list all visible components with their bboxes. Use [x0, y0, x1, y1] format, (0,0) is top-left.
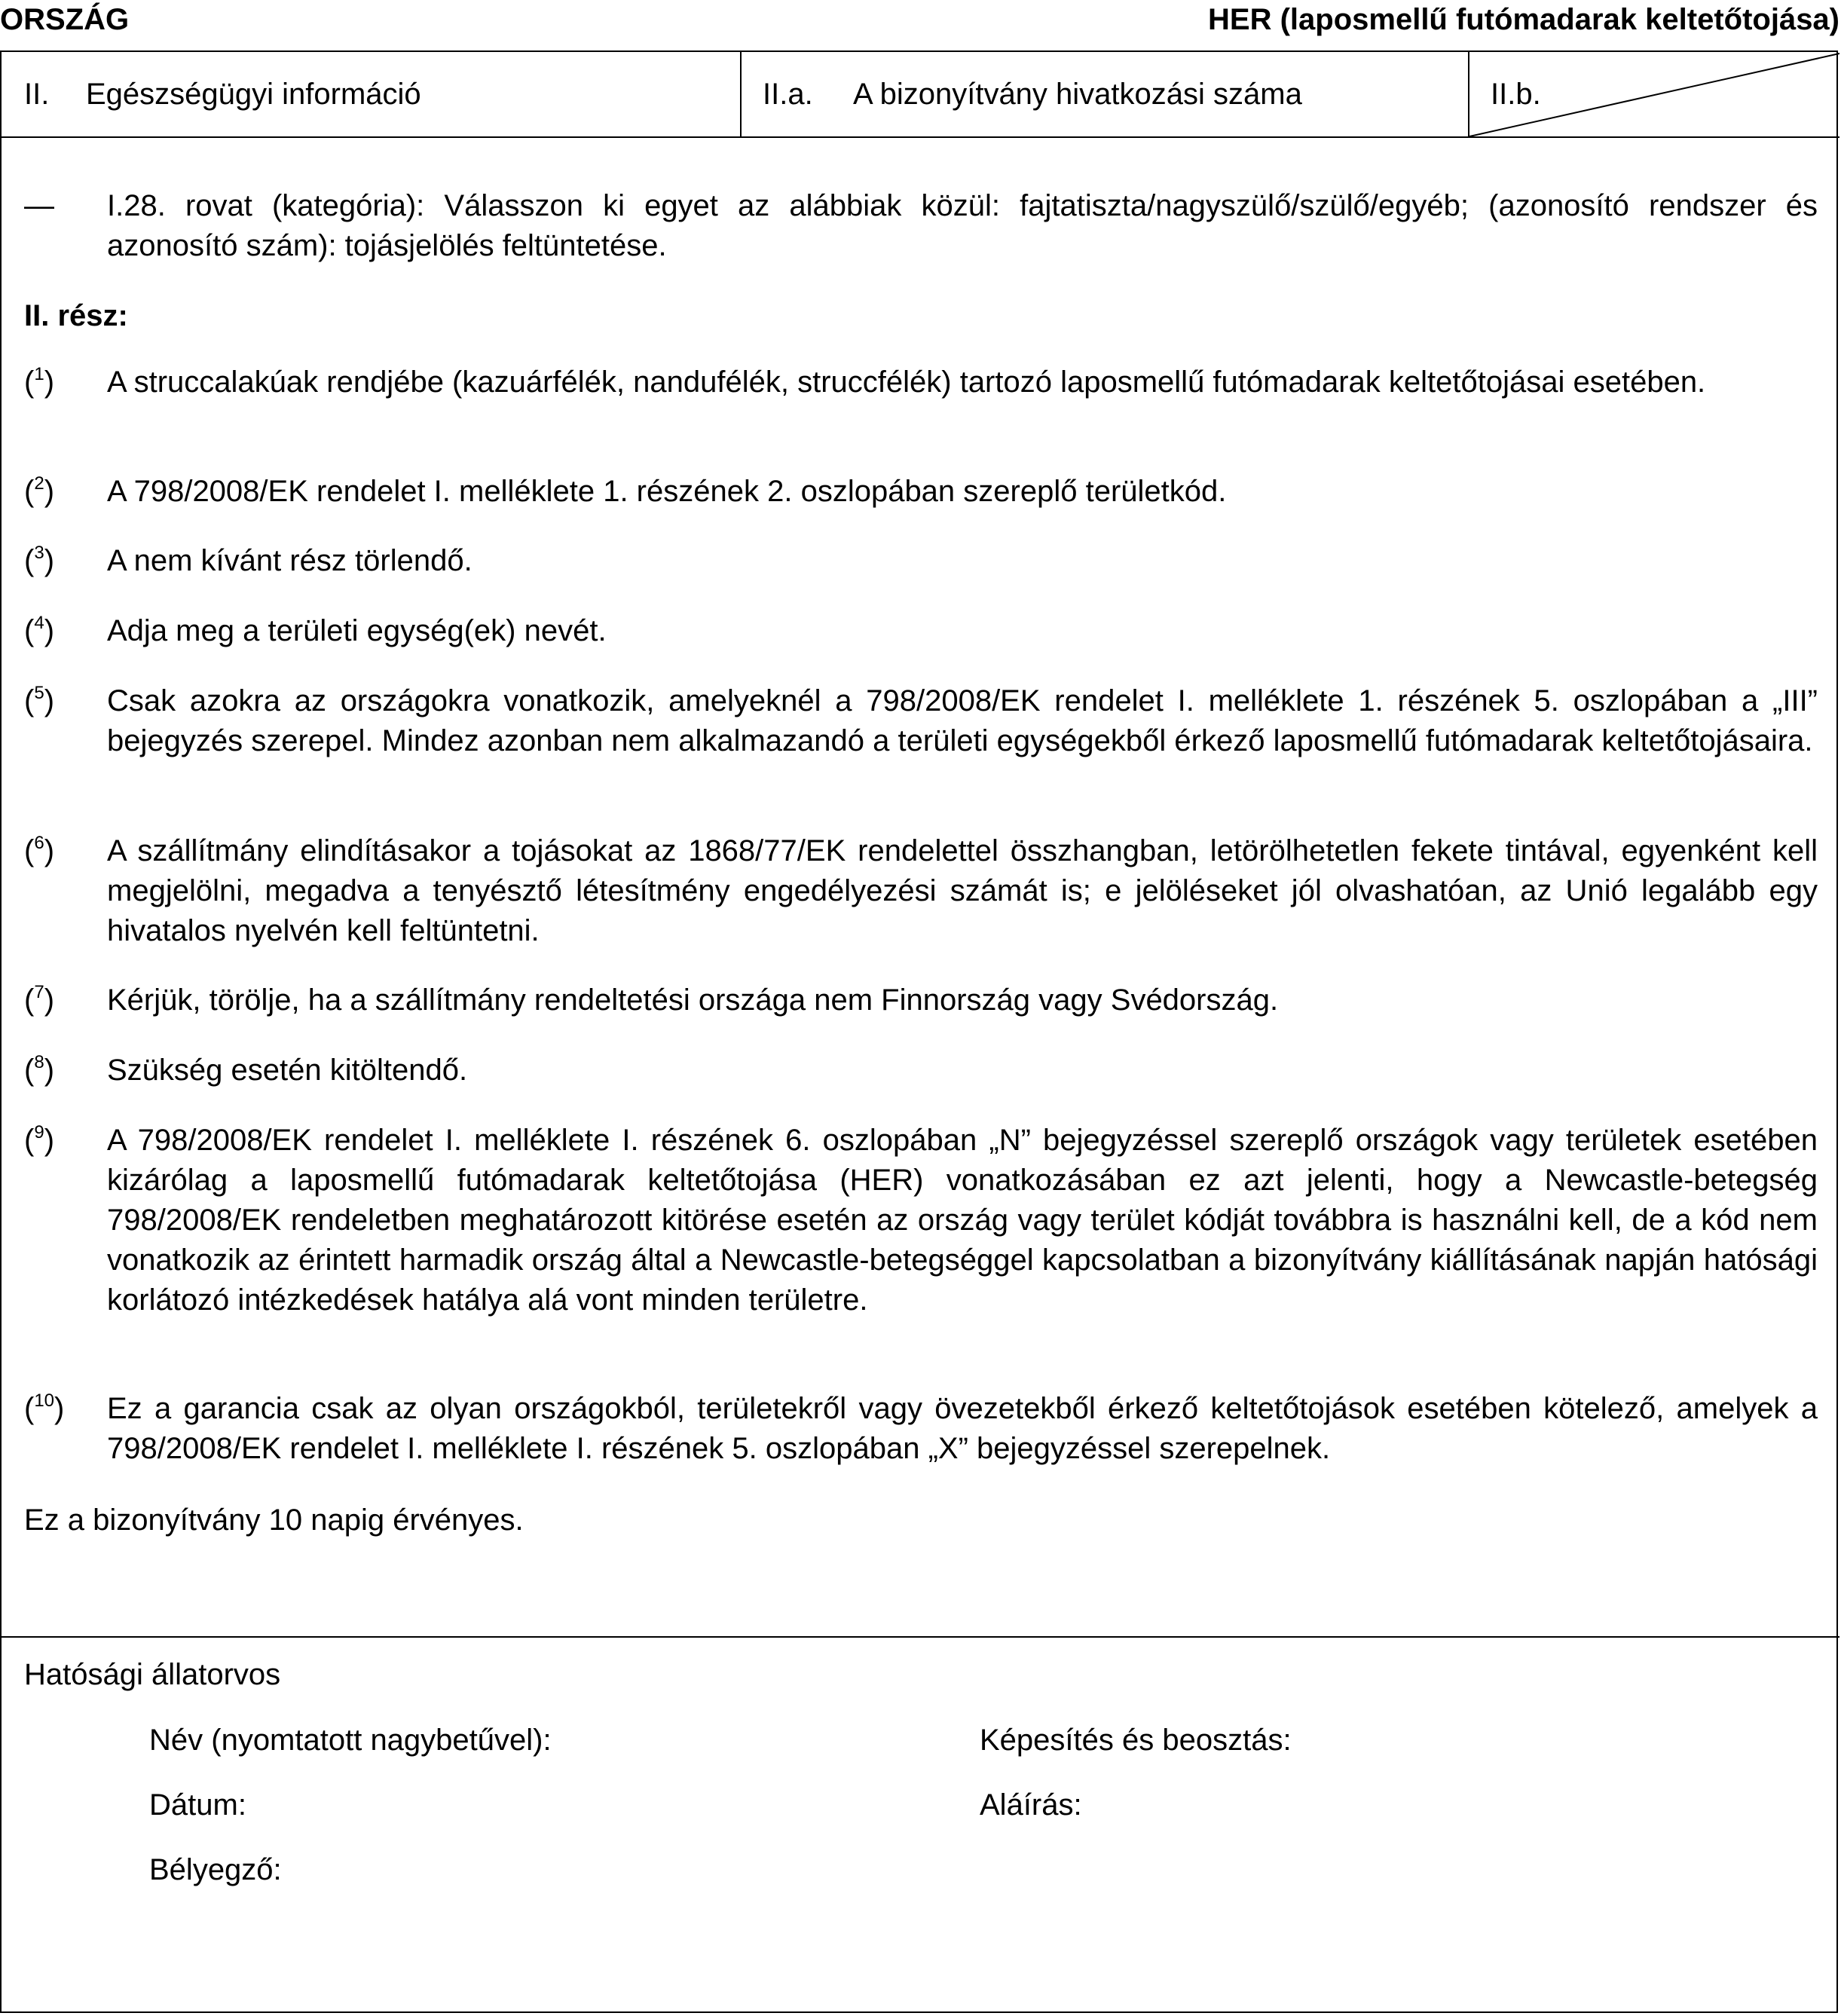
footnote [24, 681, 1818, 761]
footnote [24, 472, 1818, 512]
notes-body [2, 138, 1839, 1638]
country-label: ORSZÁG [0, 3, 130, 36]
footnote [24, 831, 1818, 951]
part-two-heading: II. rész: [24, 299, 128, 332]
signature-section [2, 1638, 1839, 2011]
page-header [0, 0, 1841, 39]
footnote [24, 1121, 1818, 1320]
name-field-label[interactable]: Név (nyomtatott nagybetűvel): [149, 1724, 552, 1757]
footnote [24, 611, 1818, 651]
section-number: II. [24, 78, 50, 111]
footnote [24, 1051, 1818, 1091]
intro-text: I.28. rovat (kategória): Válasszon ki egyet az alábbiak közül: fajtatiszta/nagyszülő/szülő/egyéb; (azonosító rendszer és azonosító szám): tojásjelölés feltüntetése. [107, 189, 1818, 262]
footnote-marker: ($^1$) [24, 363, 55, 399]
footnote-number: 6 [34, 832, 44, 853]
validity-statement: Ez a bizonyítvány 10 napig érvényes. [24, 1504, 524, 1537]
reference-number-code: II.a. [763, 78, 813, 111]
footnote-number: 10 [34, 1390, 55, 1411]
footnote-number: 1 [34, 363, 44, 384]
footnote-number: 3 [34, 542, 44, 563]
footnote-text: Szükség esetén kitöltendő. [107, 1054, 468, 1087]
footnote-marker: ($^4$) [24, 612, 55, 647]
footnote-text: A struccalakúak rendjébe (kazuárfélék, nandufélék, struccfélék) tartozó laposmellű futómadarak keltetőtojásai esetében. [107, 366, 1706, 399]
footnote-text: Csak azokra az országokra vonatkozik, amelyeknél a 798/2008/EK rendelet I. melléklete 1. részének 5. oszlopában a „III” bejegyzés szerepel. Mindez azonban nem alkalmazandó a területi egységekből érkező laposmellű futómadarak keltetőtojásaira. [107, 684, 1818, 757]
footnote [24, 980, 1818, 1020]
footnote-marker: ($^2$) [24, 473, 55, 508]
footnote [24, 1389, 1818, 1469]
footnote-marker: ($^5$) [24, 682, 55, 717]
health-info-cell [2, 52, 742, 136]
footnote-marker: ($^6$) [24, 832, 55, 867]
footnote-number: 8 [34, 1051, 44, 1072]
section-header-row [2, 52, 1839, 138]
dash-mark: — [24, 189, 54, 222]
footnote-text: A 798/2008/EK rendelet I. melléklete 1. részének 2. oszlopában szereplő területkód. [107, 475, 1227, 508]
footnote-number: 9 [34, 1121, 44, 1143]
footnote-number: 7 [34, 981, 44, 1002]
footnote-marker: ($^7$) [24, 981, 55, 1017]
footnote-text: Kérjük, törölje, ha a szállítmány rendeltetési országa nem Finnország vagy Svédország. [107, 984, 1279, 1017]
footnote-marker: ($^3$) [24, 542, 55, 577]
footnote-number: 2 [34, 473, 44, 494]
reference-number-label: A bizonyítvány hivatkozási száma [853, 78, 1302, 111]
footnote-number: 5 [34, 682, 44, 703]
stamp-field-label[interactable]: Bélyegző: [149, 1853, 282, 1886]
footnote-marker: ($^{10}$) [24, 1390, 65, 1425]
iib-cell [1469, 52, 1839, 136]
signature-field-label[interactable]: Aláírás: [980, 1788, 1082, 1822]
official-veterinarian-title: Hatósági állatorvos [24, 1658, 281, 1691]
footnote-number: 4 [34, 612, 44, 633]
footnote-text: Ez a garancia csak az olyan országokból, területekről vagy övezetekből érkező keltetőtojások esetében kötelező, amelyek a 798/2008/EK rendelet I. melléklete I. részének 5. oszlopában „X” bejegyzéssel szerepelnek. [107, 1392, 1818, 1465]
footnote-text: A nem kívánt rész törlendő. [107, 544, 472, 577]
intro-note [24, 186, 1818, 266]
footnote-text: Adja meg a területi egység(ek) nevét. [107, 614, 607, 647]
date-field-label[interactable]: Dátum: [149, 1788, 246, 1822]
footnote-text: A 798/2008/EK rendelet I. melléklete I. részének 6. oszlopában „N” bejegyzéssel szereplő országok vagy területek esetében kizárólag a laposmellű futómadarak keltetőtojása (HER) vonatkozásában ez azt jelenti, hogy a Newcastle-betegség 798/2008/EK rendeletben meghatározott kitörése esetén az ország vagy terület kódját továbbra is használni kell, de a kód nem vonatkozik az érintett harmadik ország által a Newcastle-betegséggel kapcsolatban a bizonyítvány kiállításának napján hatósági korlátozó intézkedések hatálya alá vont minden területre. [107, 1124, 1818, 1317]
footnote-marker: ($^9$) [24, 1121, 55, 1157]
footnote-text: A szállítmány elindításakor a tojásokat az 1868/77/EK rendelettel összhangban, letörölhetetlen fekete tintával, egyenként kell megjelölni, megadva a tenyésztő létesítmény engedélyezési számát is; e jelöléseket jól olvashatóan, az Unió legalább egy hivatalos nyelvén kell feltüntetni. [107, 834, 1818, 947]
diagonal-strike-line [1469, 52, 1839, 136]
footnote-marker: ($^8$) [24, 1051, 55, 1087]
footnote [24, 363, 1818, 402]
reference-number-cell[interactable] [742, 52, 1469, 136]
qualification-field-label[interactable]: Képesítés és beosztás: [980, 1724, 1292, 1757]
certificate-frame [0, 50, 1838, 2013]
certificate-title: HER (laposmellű futómadarak keltetőtojása) [1208, 3, 1839, 36]
iib-code: II.b. [1491, 78, 1541, 111]
footnote [24, 541, 1818, 581]
section-title: Egészségügyi információ [86, 78, 421, 111]
